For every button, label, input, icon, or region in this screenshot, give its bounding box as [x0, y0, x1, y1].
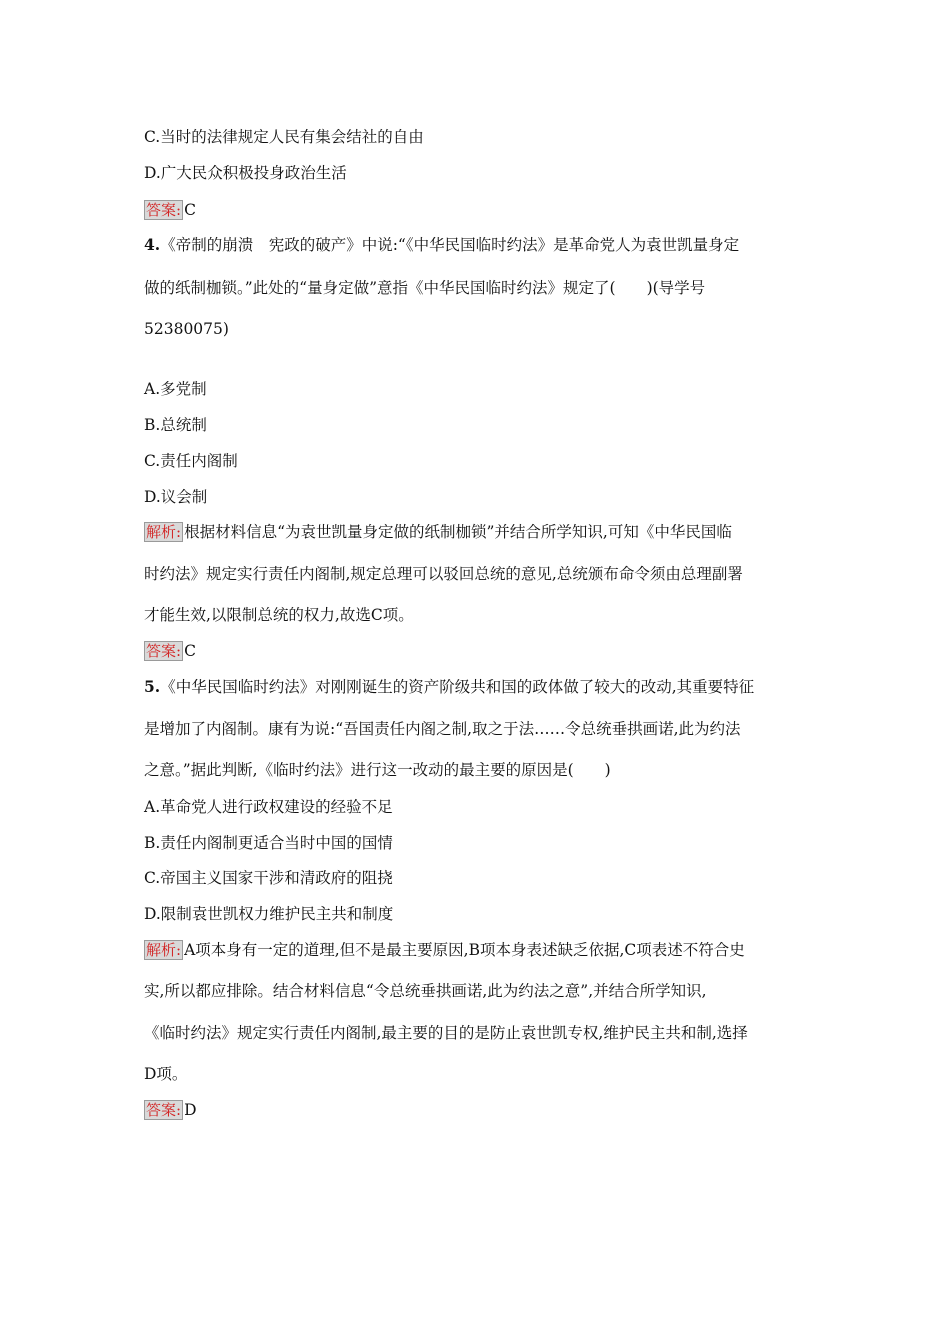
analysis-line-2: 实,所以都应排除。结合材料信息“令总统垂拱画诺,此为约法之意”,并结合所学知识,: [144, 982, 707, 1000]
question-4-line-2: 做的纸制枷锁。”此处的“量身定做”意指《中华民国临时约法》规定了( )(导学号: [144, 279, 706, 297]
answer-line: [144, 1099, 197, 1121]
question-5-line-2: 是增加了内阁制。康有为说:“吾国责任内阁之制,取之于法……令总统垂拱画诺,此为约法: [144, 720, 741, 738]
analysis-tag: 解析:: [146, 523, 182, 541]
question-5-line-1: [144, 676, 754, 698]
answer-value: C: [184, 201, 196, 219]
option-b: B.责任内阁制更适合当时中国的国情: [144, 834, 393, 852]
option-d: D.议会制: [144, 488, 208, 506]
question-4-line-1: [144, 234, 739, 256]
question-5-line-3: 之意。”据此判断,《临时约法》进行这一改动的最主要的原因是( ): [144, 761, 611, 779]
answer-tag: 答案:: [146, 642, 182, 660]
answer-line: [144, 640, 196, 662]
option-b: B.总统制: [144, 416, 207, 434]
option-c: C.帝国主义国家干涉和清政府的阻挠: [144, 869, 393, 887]
question-4-line-3: 52380075): [144, 320, 229, 338]
option-a: A.多党制: [144, 380, 207, 398]
analysis-line-4: D项。: [144, 1065, 188, 1083]
analysis-line-3: 《临时约法》规定实行责任内阁制,最主要的目的是防止袁世凯专权,维护民主共和制,选择: [144, 1024, 748, 1042]
question-number: 5.: [144, 677, 161, 696]
option-d: D.限制袁世凯权力维护民主共和制度: [144, 905, 394, 923]
analysis-line-1: [144, 939, 745, 961]
answer-value: D: [184, 1101, 197, 1119]
option-c: C.责任内阁制: [144, 452, 238, 470]
question-text: 《帝制的崩溃 宪政的破产》中说:“《中华民国临时约法》是革命党人为袁世凯量身定: [160, 236, 740, 254]
analysis-line-2: 时约法》规定实行责任内阁制,规定总理可以驳回总统的意见,总统颁布命令须由总理副署: [144, 565, 743, 583]
option-a: A.革命党人进行政权建设的经验不足: [144, 798, 393, 816]
analysis-text: A项本身有一定的道理,但不是最主要原因,B项本身表述缺乏依据,C项表述不符合史: [184, 941, 745, 959]
answer-line: [144, 199, 196, 221]
analysis-line-1: [144, 521, 732, 543]
question-text: 《中华民国临时约法》对刚刚诞生的资产阶级共和国的政体做了较大的改动,其重要特征: [160, 678, 755, 696]
question-number: 4.: [144, 235, 161, 254]
analysis-line-3: 才能生效,以限制总统的权力,故选C项。: [144, 606, 414, 624]
answer-tag: 答案:: [146, 1101, 182, 1119]
option-d: D.广大民众积极投身政治生活: [144, 164, 347, 182]
option-c: C.当时的法律规定人民有集会结社的自由: [144, 128, 424, 146]
answer-value: C: [184, 642, 196, 660]
analysis-tag: 解析:: [146, 941, 182, 959]
analysis-text: 根据材料信息“为袁世凯量身定做的纸制枷锁”并结合所学知识,可知《中华民国临: [184, 523, 732, 541]
answer-tag: 答案:: [146, 201, 182, 219]
